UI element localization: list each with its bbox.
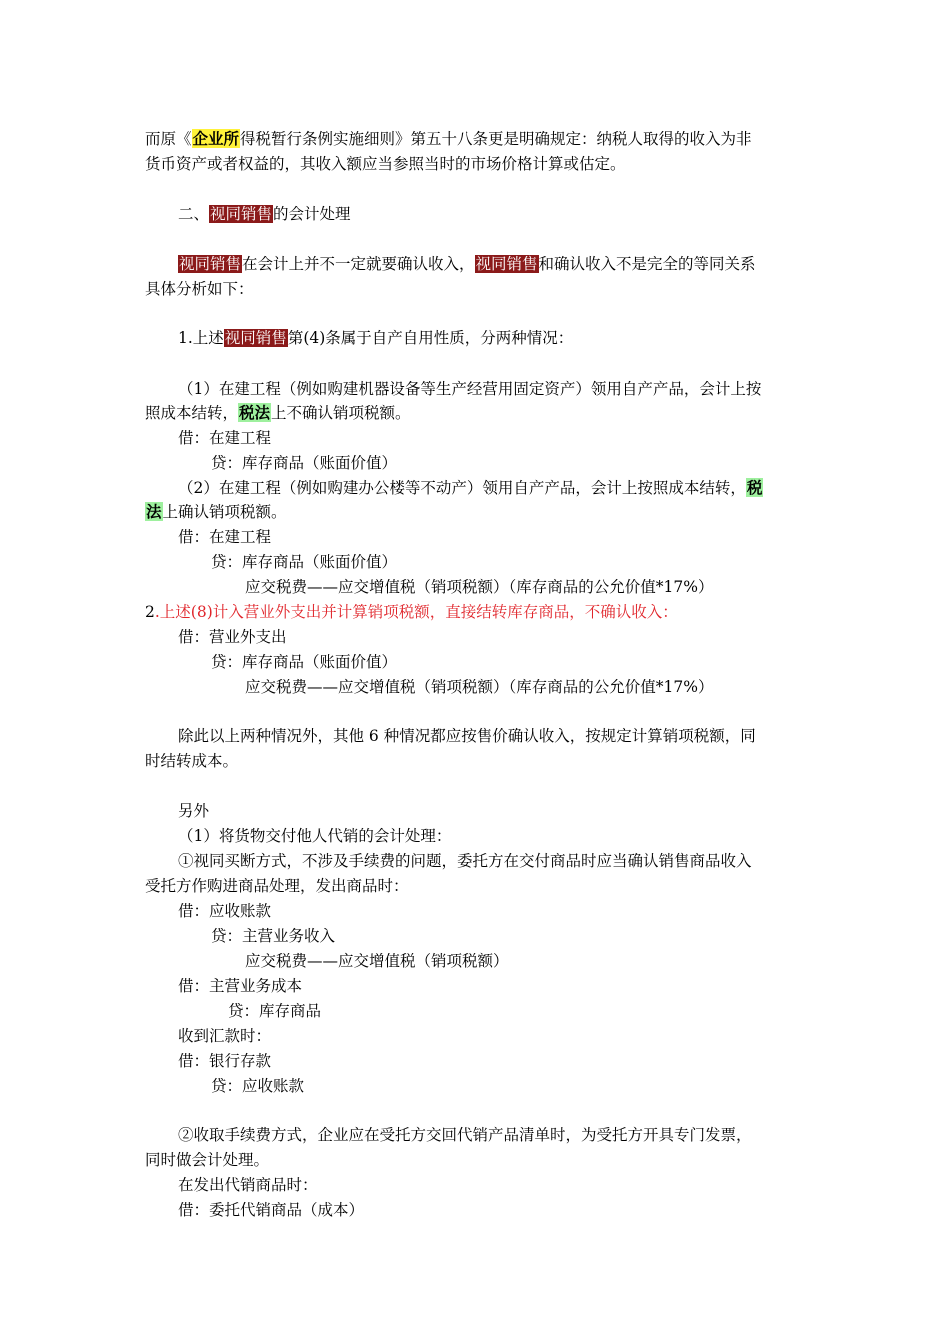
paragraph-line: ①视同买断方式，不涉及手续费的问题，委托方在交付商品时应当确认销售商品收入 [178, 852, 752, 870]
journal-entry: 应交税费——应交增值税（销项税额） [245, 952, 509, 970]
paragraph-line: 除此以上两种情况外，其他 6 种情况都应按售价确认收入，按规定计算销项税额，同 [178, 727, 756, 745]
paragraph-line: 具体分析如下： [145, 280, 254, 298]
paragraph-line [145, 500, 287, 524]
journal-entry: 借：银行存款 [178, 1052, 272, 1070]
list-item [145, 600, 678, 624]
journal-entry: 借：营业外支出 [178, 628, 287, 646]
journal-entry: 借：主营业务成本 [178, 977, 303, 995]
text: 2 [145, 603, 155, 621]
text: 在会计上并不一定就要确认收入， [242, 255, 475, 273]
text: 和确认收入不是完全的等同关系 [538, 255, 756, 273]
paragraph-line: （1）将货物交付他人代销的会计处理： [178, 827, 452, 845]
list-item [178, 326, 573, 350]
highlight-text: 视同销售 [179, 255, 242, 273]
paragraph-line: （1）在建工程（例如购建机器设备等生产经营用固定资产）领用自产产品，会计上按 [178, 380, 762, 398]
text: 第(4)条属于自产自用性质，分两种情况： [287, 329, 574, 347]
paragraph-line: 货币资产或者权益的，其收入额应当参照当时的市场价格计算或估定。 [145, 155, 626, 173]
paragraph-line: 在发出代销商品时： [178, 1176, 318, 1194]
highlight-text: 税法 [239, 403, 271, 422]
paragraph-line: 另外 [178, 802, 210, 820]
paragraph-line [145, 401, 411, 425]
text: 1.上述 [178, 329, 224, 347]
journal-entry: 贷：应收账款 [211, 1077, 305, 1095]
paragraph-line: 时结转成本。 [145, 752, 239, 770]
text: 上确认销项税额。 [162, 503, 287, 521]
paragraph-line: 同时做会计处理。 [145, 1151, 270, 1169]
journal-entry: 贷：库存商品（账面价值） [211, 454, 398, 472]
highlight-text: 视同销售 [224, 329, 287, 347]
paragraph-line: 收到汇款时： [178, 1027, 272, 1045]
paragraph-line [178, 476, 763, 500]
paragraph-line [145, 127, 752, 151]
journal-entry: 借：委托代销商品（成本） [178, 1201, 365, 1219]
paragraph-line: 受托方作购进商品处理，发出商品时： [145, 877, 409, 895]
journal-entry: 借：在建工程 [178, 429, 272, 447]
journal-entry: 贷：主营业务收入 [211, 927, 336, 945]
text: 二、 [178, 205, 210, 223]
journal-entry: 贷：库存商品（账面价值） [211, 553, 398, 571]
text: （2）在建工程（例如购建办公楼等不动产）领用自产产品，会计上按照成本结转， [178, 479, 746, 497]
journal-entry: 借：应收账款 [178, 902, 272, 920]
text: 得税暂行条例实施细则》第五十八条更是明确规定：纳税人取得的收入为非 [240, 130, 752, 148]
journal-entry: 应交税费——应交增值税（销项税额）（库存商品的公允价值*17%） [245, 578, 714, 596]
journal-entry: 应交税费——应交增值税（销项税额）（库存商品的公允价值*17%） [245, 678, 714, 696]
highlight-text: 视同销售 [210, 205, 273, 223]
text: 照成本结转， [145, 404, 239, 422]
text: 上不确认销项税额。 [271, 404, 411, 422]
paragraph-line: ②收取手续费方式，企业应在受托方交回代销产品清单时，为受托方开具专门发票， [178, 1126, 752, 1144]
section-heading [178, 202, 351, 226]
highlight-text: 企业所 [192, 129, 240, 148]
highlight-text: 税 [746, 478, 763, 497]
red-text: .上述(8)计入营业外支出并计算销项税额，直接结转库存商品，不确认收入： [154, 603, 678, 621]
highlight-text: 视同销售 [475, 255, 538, 273]
journal-entry: 借：在建工程 [178, 528, 272, 546]
highlight-text: 法 [146, 502, 162, 521]
paragraph-line [178, 252, 756, 276]
text: 而原《 [145, 130, 192, 148]
text: 的会计处理 [273, 205, 351, 223]
journal-entry: 贷：库存商品（账面价值） [211, 653, 398, 671]
journal-entry: 贷：库存商品 [228, 1002, 322, 1020]
